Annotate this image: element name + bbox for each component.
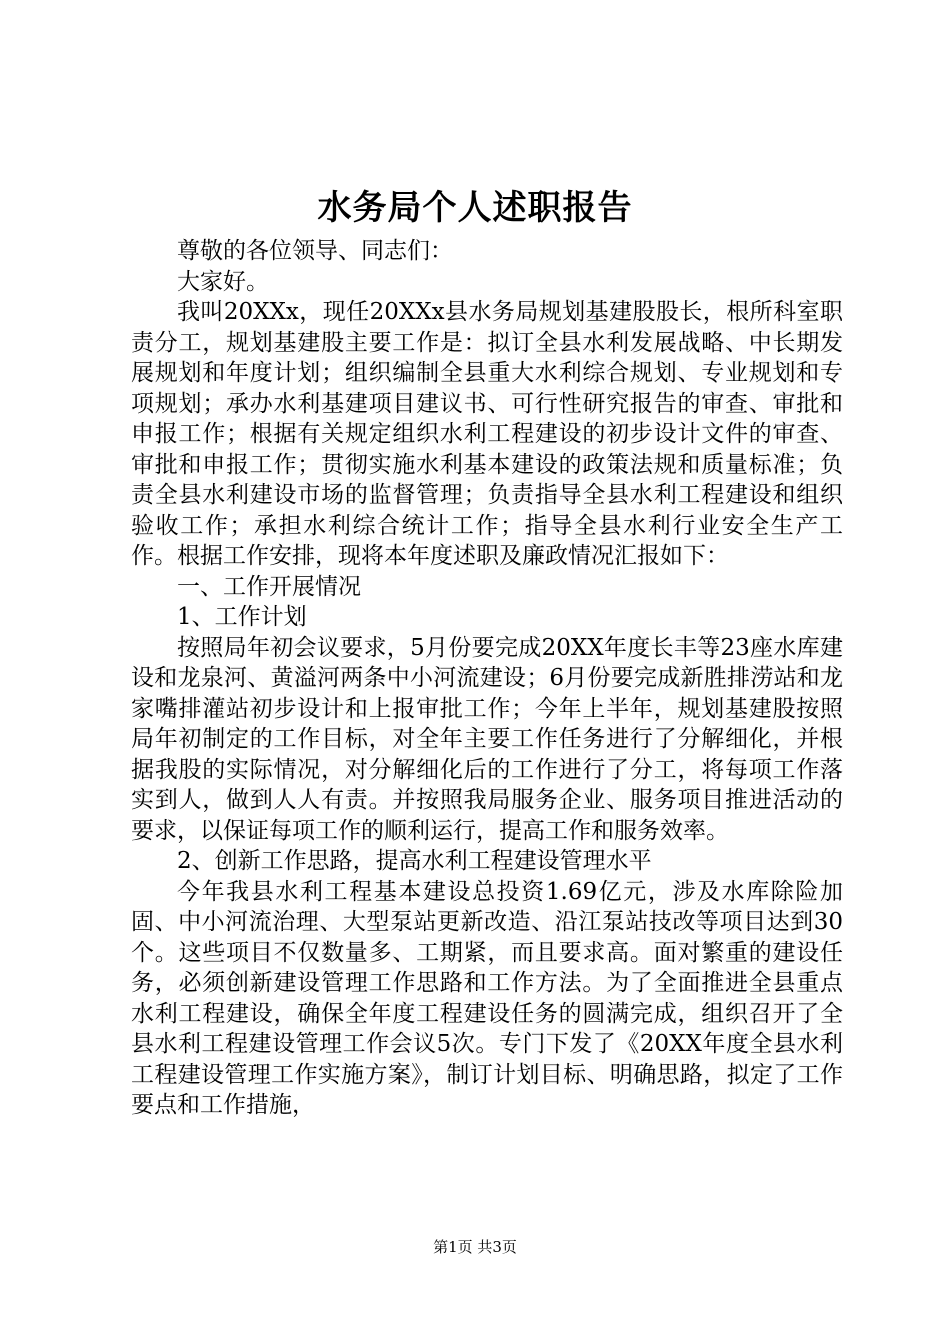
- salutation: 尊敬的各位领导、同志们：: [177, 238, 453, 264]
- subsection-heading-1: 1、工作计划: [177, 604, 307, 630]
- section-heading-1: 一、工作开展情况: [177, 573, 361, 600]
- document-body: [131, 236, 843, 1121]
- work-plan-paragraph: 按照局年初会议要求，5月份要完成20XX年度长丰等23座水库建设和龙泉河、黄溢河两条中小河流建设；6月份要完成新胜排涝站和龙家嘴排灌站初步设计和上报审批工作；今年上半年，规划基建股按照局年初制定的工作目标，对全年主要工作任务进行了分解细化，并根据我股的实际情况，对分解细化后的工作进行了分工，将每项工作落实到人，做到人人有责。并按照我局服务企业、服务项目推进活动的要求，以保证每项工作的顺利运行，提高工作和服务效率。: [131, 634, 843, 844]
- page-footer: 第1页 共3页: [433, 1238, 517, 1256]
- subsection-heading-2: 2、创新工作思路，提高水利工程建设管理水平: [177, 848, 652, 874]
- intro-paragraph: 我叫20XXx，现任20XXx县水务局规划基建股股长，根所科室职责分工，规划基建股主要工作是：拟订全县水利发展战略、中长期发展规划和年度计划；组织编制全县重大水利综合规划、专业规划和专项规划；承办水利基建项目建议书、可行性研究报告的审查、审批和申报工作；根据有关规定组织水利工程建设的初步设计文件的审查、审批和申报工作；贯彻实施水利基本建设的政策法规和质量标准；负责全县水利建设市场的监督管理；负责指导全县水利工程建设和组织验收工作；承担水利综合统计工作；指导全县水利行业安全生产工作。根据工作安排，现将本年度述职及廉政情况汇报如下：: [131, 299, 843, 569]
- document-title: 水务局个人述职报告: [317, 188, 633, 228]
- innovation-paragraph: 今年我县水利工程基本建设总投资1.69亿元，涉及水库除险加固、中小河流治理、大型泵站更新改造、沿江泵站技改等项目达到30个。这些项目不仅数量多、工期紧，而且要求高。面对繁重的建设任务，必须创新建设管理工作思路和工作方法。为了全面推进全县重点水利工程建设，确保全年度工程建设任务的圆满完成，组织召开了全县水利工程建设管理工作会议5次。专门下发了《20XX年度全县水利工程建设管理工作实施方案》，制订计划目标、明确思路，拟定了工作要点和工作措施，: [131, 878, 843, 1118]
- greeting: 大家好。: [177, 268, 269, 295]
